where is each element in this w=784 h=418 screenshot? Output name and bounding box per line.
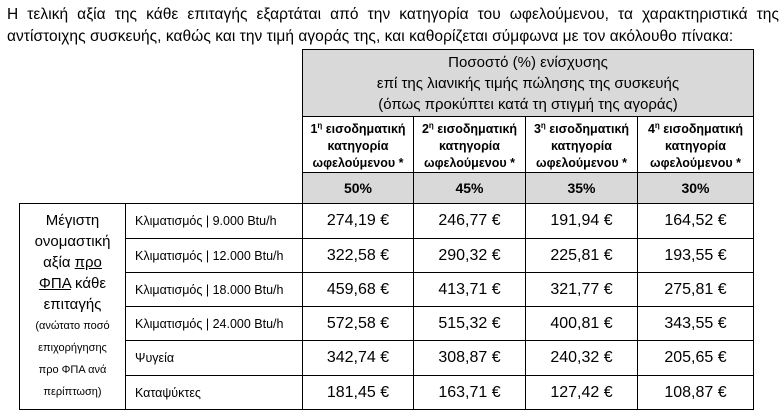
- percentage-row: [20, 173, 754, 204]
- value-cell: 342,74 €: [303, 341, 414, 376]
- category-row: [20, 117, 754, 173]
- value-cell: 308,87 €: [414, 341, 526, 376]
- header-line-3: (όπως προκύπτει κατά τη στιγμή της αγοράς): [378, 95, 678, 113]
- value-cell: 572,58 €: [303, 307, 414, 341]
- max-value-label: Μέγιστη ονομαστική αξία προ ΦΠΑ κάθε επιταγής (ανώτατο ποσό επιχορήγησης προ ΦΠΑ ανά περίπτωση): [20, 204, 126, 410]
- category-3-percent: 35%: [526, 173, 638, 204]
- table-row: [20, 239, 754, 273]
- value-cell: 163,71 €: [414, 376, 526, 410]
- value-cell: 181,45 €: [303, 376, 414, 410]
- device-label: Κλιματισμός | 24.000 Btu/h: [126, 307, 303, 341]
- table-row: [20, 204, 754, 239]
- value-cell: 400,81 €: [526, 307, 638, 341]
- value-cell: 193,55 €: [638, 239, 754, 273]
- category-2-percent: 45%: [414, 173, 526, 204]
- value-cell: 321,77 €: [526, 273, 638, 307]
- value-cell: 205,65 €: [638, 341, 754, 376]
- table-row: [20, 376, 754, 410]
- value-cell: 515,32 €: [414, 307, 526, 341]
- category-1-percent: 50%: [303, 173, 414, 204]
- value-cell: 459,68 €: [303, 273, 414, 307]
- value-cell: 108,87 €: [638, 376, 754, 410]
- value-cell: 225,81 €: [526, 239, 638, 273]
- subsidy-table: [19, 49, 754, 410]
- value-cell: 275,81 €: [638, 273, 754, 307]
- table-row: [20, 273, 754, 307]
- value-cell: 246,77 €: [414, 204, 526, 239]
- header-line-1: Ποσοστό (%) ενίσχυσης: [448, 53, 608, 71]
- category-2-header: $2^\eta$ εισοδηματική κατηγορία ωφελούμενου *: [414, 117, 526, 173]
- value-cell: 191,94 €: [526, 204, 638, 239]
- header-row: [20, 50, 754, 117]
- header-line-2: επί της λιανικής τιμής πώλησης της συσκευής: [376, 74, 680, 92]
- value-cell: 127,42 €: [526, 376, 638, 410]
- table-row: [20, 307, 754, 341]
- device-label: Κλιματισμός | 12.000 Btu/h: [126, 239, 303, 273]
- value-cell: 343,55 €: [638, 307, 754, 341]
- intro-paragraph: Η τελική αξία της κάθε επιταγής εξαρτάται από την κατηγορία του ωφελούμενου, τα χαρακτηριστικά της αντίστοιχης συσκευής, καθώς και την τιμή αγοράς της, και καθορίζεται σύμφωνα με τον ακόλουθο πίνακα:: [7, 6, 779, 45]
- value-cell: 290,32 €: [414, 239, 526, 273]
- device-label: Κλιματισμός | 18.000 Btu/h: [126, 273, 303, 307]
- category-3-header: $3^\eta$ εισοδηματική κατηγορία ωφελούμενου *: [526, 117, 638, 173]
- value-cell: 240,32 €: [526, 341, 638, 376]
- category-4-header: $4^\eta$ εισοδηματική κατηγορία ωφελούμενου *: [638, 117, 754, 173]
- category-1-header: $1^\eta$ εισοδηματική κατηγορία ωφελούμενου *: [303, 117, 414, 173]
- category-4-percent: 30%: [638, 173, 754, 204]
- value-cell: 322,58 €: [303, 239, 414, 273]
- device-label: Κλιματισμός | 9.000 Btu/h: [126, 204, 303, 239]
- value-cell: 164,52 €: [638, 204, 754, 239]
- device-label: Καταψύκτες: [126, 376, 303, 410]
- table-row: [20, 341, 754, 376]
- value-cell: 274,19 €: [303, 204, 414, 239]
- support-percentage-header: [303, 50, 754, 117]
- device-label: Ψυγεία: [126, 341, 303, 376]
- value-cell: 413,71 €: [414, 273, 526, 307]
